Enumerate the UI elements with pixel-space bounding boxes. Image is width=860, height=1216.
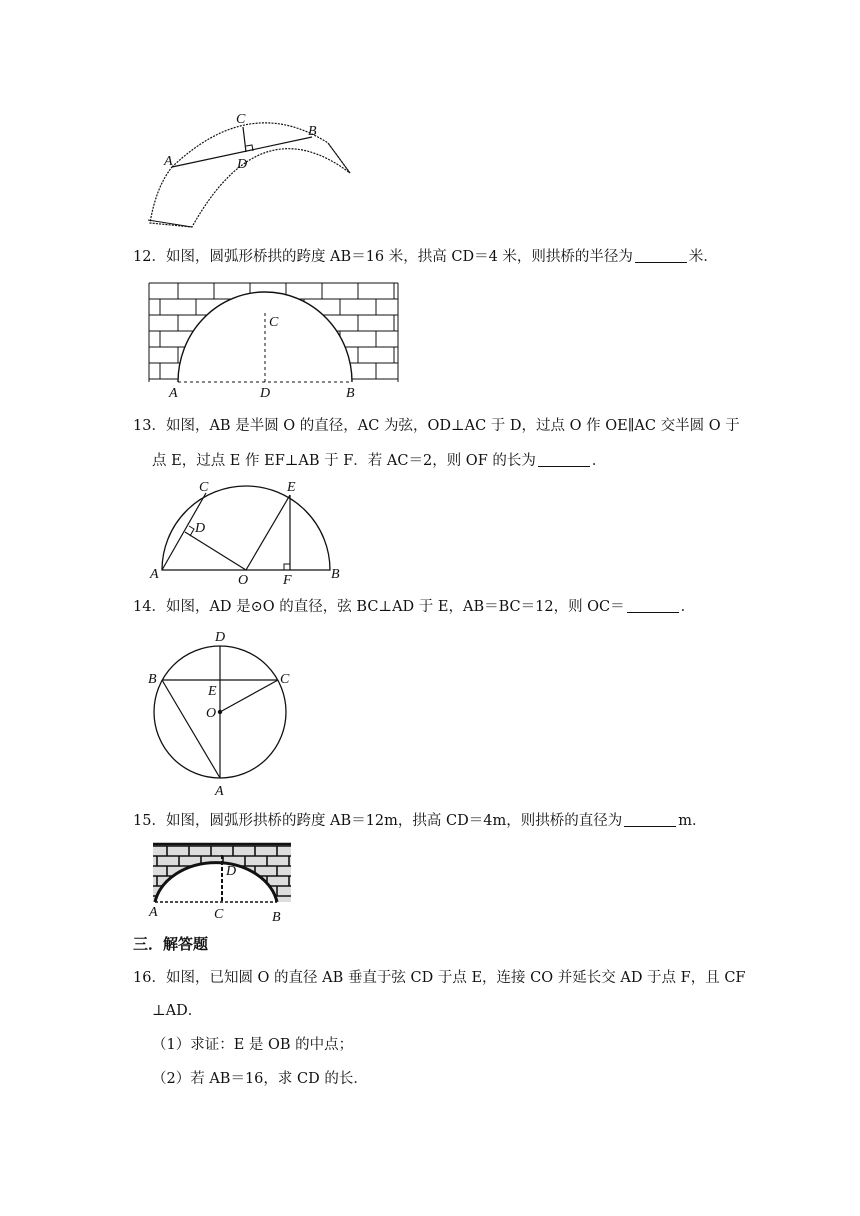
fig13-label-o: O bbox=[238, 573, 249, 586]
q13-line2: 点 E，过点 E 作 EF⊥AB 于 F．若 AC＝2，则 OF 的长为 bbox=[152, 453, 536, 469]
question-13-line-2 bbox=[152, 451, 606, 471]
q15-number: 15． bbox=[133, 813, 166, 829]
q14-answer-blank[interactable] bbox=[627, 598, 679, 613]
fig12-label-c: C bbox=[269, 315, 279, 330]
fig14-label-b: B bbox=[148, 672, 157, 687]
fig13-label-d: D bbox=[195, 521, 206, 536]
question-13-line-1 bbox=[133, 416, 740, 436]
question-16-line-2 bbox=[152, 1001, 202, 1021]
fig14-label-d: D bbox=[215, 630, 226, 645]
fig15-label-d: D bbox=[226, 864, 237, 879]
q16-part2: （2）若 AB＝16，求 CD 的长． bbox=[152, 1071, 368, 1087]
q13-number: 13． bbox=[133, 418, 166, 434]
q13-suffix: ． bbox=[591, 453, 607, 469]
q14-number: 14． bbox=[133, 599, 166, 615]
fig12-label-d: D bbox=[260, 386, 271, 401]
fig13-label-b: B bbox=[331, 567, 340, 582]
fig14-label-a: A bbox=[215, 784, 224, 799]
q14-text: 如图，AD 是⊙O 的直径，弦 BC⊥AD 于 E，AB＝BC＝12，则 OC＝ bbox=[165, 599, 625, 615]
q12-text: 如图，圆弧形桥拱的跨度 AB＝16 米，拱高 CD＝4 米，则拱桥的半径为 bbox=[165, 249, 633, 265]
q16-part1: （1）求证：E 是 OB 的中点； bbox=[152, 1037, 354, 1053]
figure-14-circle bbox=[140, 625, 310, 800]
q12-number: 12． bbox=[133, 249, 166, 265]
q15-answer-blank[interactable] bbox=[624, 812, 676, 827]
q13-answer-blank[interactable] bbox=[538, 452, 590, 467]
q12-answer-blank[interactable] bbox=[635, 248, 687, 263]
fig15-label-c: C bbox=[214, 907, 224, 922]
question-16-part-1 bbox=[152, 1035, 353, 1055]
figure-11-curved-bridge bbox=[140, 105, 370, 235]
question-16-part-2 bbox=[152, 1069, 368, 1089]
fig13-label-a: A bbox=[150, 567, 159, 582]
fig14-label-e: E bbox=[208, 684, 217, 699]
q12-suffix: 米． bbox=[688, 249, 718, 265]
question-14 bbox=[133, 597, 695, 617]
figure-13-semicircle bbox=[145, 476, 355, 586]
question-16-line-1 bbox=[133, 968, 745, 988]
fig11-label-d: D bbox=[237, 157, 248, 172]
fig14-label-o: O bbox=[206, 706, 217, 721]
q16-number: 16． bbox=[133, 970, 166, 986]
q15-text: 如图，圆弧形拱桥的跨度 AB＝12m，拱高 CD＝4m，则拱桥的直径为 bbox=[165, 813, 623, 829]
q16-line1: 如图，已知圆 O 的直径 AB 垂直于弦 CD 于点 E，连接 CO 并延长交 AD 于点 F，且 CF bbox=[165, 970, 746, 986]
fig13-label-e: E bbox=[287, 480, 296, 495]
fig11-label-a: A bbox=[164, 154, 173, 169]
fig15-label-a: A bbox=[149, 905, 158, 920]
fig11-label-c: C bbox=[236, 112, 246, 127]
question-15 bbox=[133, 811, 706, 831]
fig13-label-c: C bbox=[199, 480, 209, 495]
section-3-heading: 三．解答题 bbox=[133, 935, 209, 953]
q13-line1: 如图，AB 是半圆 O 的直径，AC 为弦，OD⊥AC 于 D，过点 O 作 OE∥AC 交半圆 O 于 bbox=[165, 418, 740, 434]
fig15-label-b: B bbox=[272, 910, 281, 925]
figure-15-arch-bridge bbox=[145, 840, 300, 925]
q14-suffix: ． bbox=[680, 599, 696, 615]
figure-12-brick-arch bbox=[140, 278, 405, 403]
question-12 bbox=[133, 247, 718, 267]
q15-suffix: m． bbox=[678, 813, 707, 829]
fig13-label-f: F bbox=[283, 573, 292, 586]
fig12-label-b: B bbox=[346, 386, 355, 401]
fig12-label-a: A bbox=[169, 386, 178, 401]
fig14-label-c: C bbox=[280, 672, 290, 687]
fig11-label-b: B bbox=[308, 124, 317, 139]
q16-line2: ⊥AD． bbox=[152, 1003, 203, 1019]
